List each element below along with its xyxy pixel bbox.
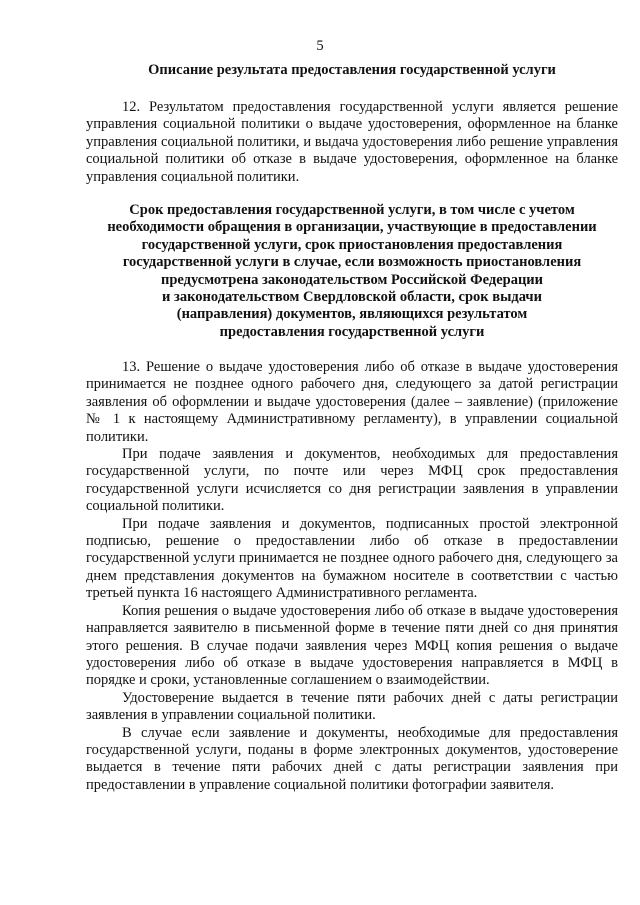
heading-line: Срок предоставления государственной услуги, в том числе с учетом: [129, 202, 575, 218]
heading-line: (направления) документов, являющихся результатом: [176, 306, 528, 323]
paragraph: Копия решения о выдаче удостоверения либо об отказе в выдаче удостоверения направляется заявителю в письменной форме в течение пяти дней со дня принятия этого решения. В случае подачи заявления через МФЦ копия решения о выдаче удостоверения либо об отказе в выдаче удостоверения направляется в МФЦ в порядке и сроки, установленные соглашением о взаимодействии.: [86, 602, 618, 689]
heading-line: и законодательством Свердловской области, срок выдачи: [162, 289, 542, 306]
section-body-deadline: [86, 359, 618, 794]
heading-line: государственной услуги в случае, если возможность приостановления: [122, 254, 582, 271]
paragraph: 12. Результатом предоставления государственной услуги является решение управления социальной политики о выдаче удостоверения, оформленное на бланке управления социальной политики, и выдача удостоверения либо решение управления социальной политики об отказе в выдаче удостоверения, оформленное на бланке управления социальной политики.: [86, 99, 618, 185]
paragraph: При подаче заявления и документов, подписанных простой электронной подписью, решение о предоставлении либо об отказе в предоставлении государственной услуги принимается не позднее одного рабочего дня, следующего за днем представления документов на бумажном носителе в соответствии с частью третьей пункта 16 настоящего Административного регламента.: [86, 515, 618, 602]
section-body-result: [86, 99, 618, 186]
heading-line: государственной услуги, срок приостановления предоставления: [141, 236, 563, 253]
page-number: 5: [316, 38, 324, 54]
heading-line: предусмотрена законодательством Российской Федерации: [160, 271, 544, 288]
paragraph: При подаче заявления и документов, необходимых для предоставления государственной услуги, по почте или через МФЦ срок предоставления государственной услуги исчисляется со дня регистрации заявления в управлении социальной политики.: [86, 446, 618, 515]
paragraph: 13. Решение о выдаче удостоверения либо об отказе в выдаче удостоверения принимается не позднее одного рабочего дня, следующего за датой регистрации заявления об оформлении и выдаче удостоверения (далее – заявление) (приложение № 1 к настоящему Административному регламенту), в управлении социальной политики.: [86, 359, 618, 445]
section-heading-deadline: [86, 202, 618, 341]
heading-line: необходимости обращения в организации, участвующие в предоставлении: [107, 219, 597, 236]
section-heading-result: Описание результата предоставления государственной услуги: [148, 62, 556, 78]
paragraph: В случае если заявление и документы, необходимые для предоставления государственной услуги, поданы в форме электронных документов, удостоверение выдается в течение пяти рабочих дней с даты регистрации заявления при предоставлении в управление социальной политики фотографии заявителя.: [86, 724, 618, 793]
heading-line: предоставления государственной услуги: [219, 323, 485, 340]
paragraph: Удостоверение выдается в течение пяти рабочих дней с даты регистрации заявления в управлении социальной политики.: [86, 689, 618, 724]
